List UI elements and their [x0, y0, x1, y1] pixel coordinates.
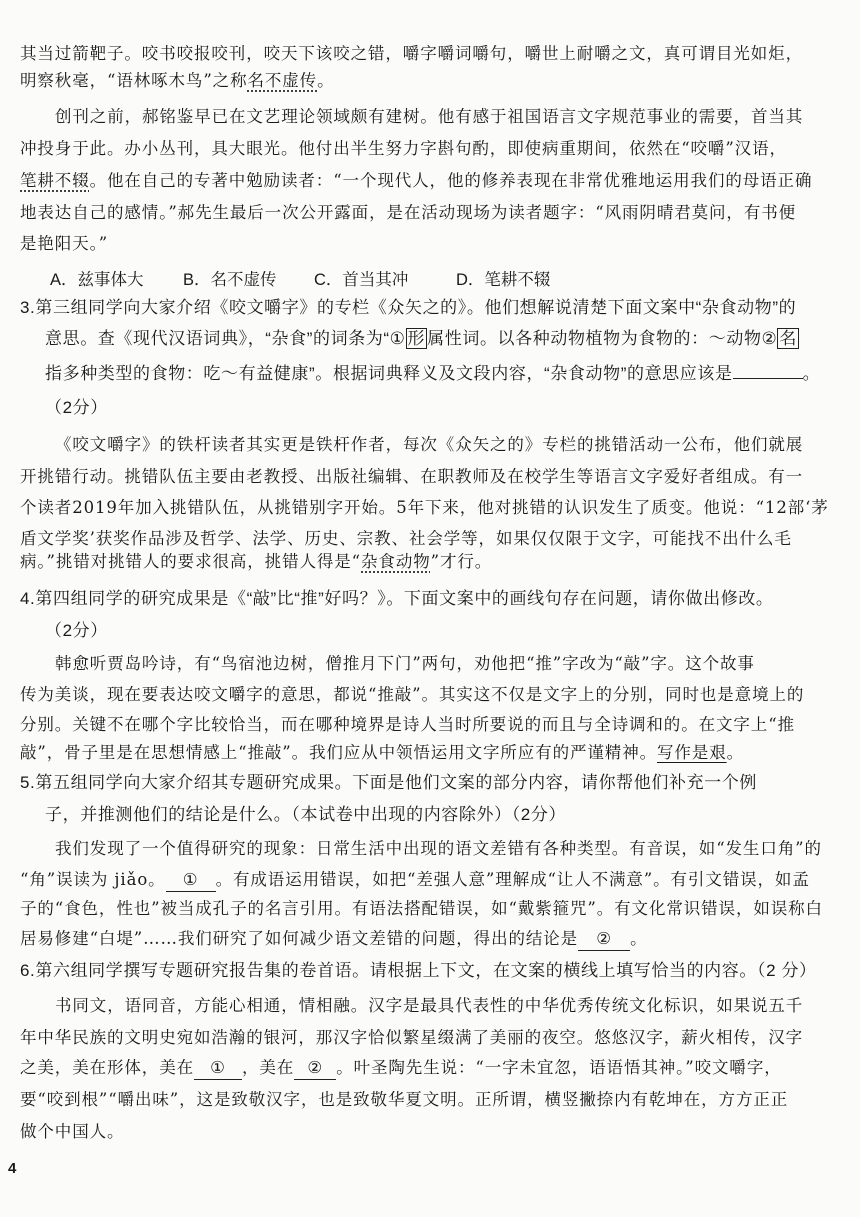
- q4-stem: 4.第四组同学的研究成果是《“敲”比“推”好吗？》。下面文案中的画线句存在问题，请你做出修改。: [20, 589, 774, 608]
- answer-blank-2[interactable]: ②: [294, 1057, 336, 1080]
- q5-stem: 5.第五组同学向大家介绍其专题研究成果。下面是他们文案的部分内容，请你帮他们补充一个例: [20, 773, 757, 792]
- underlined-idiom: 名不虚传: [247, 71, 318, 90]
- pos-box-adj: 形: [407, 329, 426, 348]
- q3-stem: 指多种类型的食物：吃～有益健康”。根据词典释义及文段内容，“杂食动物”的意思应该是 。: [45, 364, 821, 383]
- q3-passage-line: 病。”挑错对挑错人的要求很高，挑错人得是“杂食动物”才行。: [20, 552, 493, 571]
- q5-passage-line: 我们发现了一个值得研究的现象：日常生活中出现的语文差错有各种类型。有音误，如“发生口角”的: [55, 839, 822, 858]
- q2-passage-line: 创刊之前，郝铭鉴早已在文艺理论领域颇有建树。他有感于祖国语言文字规范事业的需要，首当其: [55, 107, 804, 126]
- answer-blank-2[interactable]: ②: [578, 928, 630, 951]
- question-score: （2分）: [45, 398, 108, 417]
- q2-passage-line: 其当过箭靶子。咬书咬报咬刊，咬天下该咬之错，嚼字嚼词嚼句，嚼世上耐嚼之文，真可谓目光如炬，: [20, 44, 803, 63]
- q3-passage-line: 个读者2019年加入挑错队伍，从挑错别字开始。5年下来，他对挑错的认识发生了质变。他说：“12部‘茅: [20, 498, 829, 517]
- q6-passage-line: 书同文，语同音，方能心相通，情相融。汉字是最具代表性的中华优秀传统文化标识，如果说五千: [55, 996, 804, 1015]
- q5-passage-line: 居易修建“白堤”……我们研究了如何减少语文差错的问题，得出的结论是 ② 。: [20, 928, 647, 951]
- q6-passage-line: 要“咬到根”“嚼出味”，这是致敬汉字，也是致敬华夏文明。正所谓，横竖撇捺内有乾坤在，方方正正: [20, 1090, 789, 1109]
- q2-passage-line: 冲投身于此。办小丛刊，具大眼光。他付出半生努力字斟句酌，即使病重期间，依然在“咬嚼”汉语，: [20, 139, 787, 158]
- q6-passage-line: 之美，美在形体，美在 ① ，美在 ② 。叶圣陶先生说：“一字未宜忽，语语悟其神。”咬文嚼字，: [20, 1057, 782, 1080]
- q2-passage-line: 地表达自己的感情。”郝先生最后一次公开露面，是在活动现场为读者题字：“风雨阴晴君莫问，有书便: [20, 203, 797, 222]
- answer-blank-1[interactable]: ①: [166, 869, 216, 892]
- answer-blank-1[interactable]: ①: [194, 1057, 242, 1080]
- q3-passage-line: 盾文学奖’获奖作品涉及哲学、法学、历史、宗教、社会学等，如果仅仅限于文字，可能找不出什么毛: [20, 529, 792, 548]
- underlined-term: 杂食动物: [361, 552, 431, 571]
- q4-passage-line: 分别。关键不在哪个字比较恰当，而在哪种境界是诗人当时所要说的而且与全诗调和的。在文字上“推: [20, 715, 795, 734]
- q5-stem: 子，并推测他们的结论是什么。（本试卷中出现的内容除外）（2分）: [45, 805, 567, 824]
- q3-passage-line: 开挑错行动。挑错队伍主要由老教授、出版社编辑、在职教师及在校学生等语言文字爱好者组成。有一: [20, 467, 803, 486]
- q2-option-c[interactable]: C．首当其冲: [314, 271, 409, 289]
- q2-passage-line: 笔耕不辍。他在自己的专著中勉励读者：“一个现代人，他的修养表现在非常优雅地运用我们的母语正确: [20, 171, 813, 190]
- underlined-idiom: 笔耕不辍: [20, 171, 90, 190]
- q2-passage-line: 是艳阳天。”: [20, 234, 109, 253]
- q6-stem: 6.第六组同学撰写专题研究报告集的卷首语。请根据上下文，在文案的横线上填写恰当的内容。（2 分）: [20, 961, 817, 980]
- q2-option-a[interactable]: A．兹事体大: [50, 271, 144, 289]
- q4-passage-line: 传为美谈，现在要表达咬文嚼字的意思，都说“推敲”。其实这不仅是文字上的分别，同时也是意境上的: [20, 685, 805, 704]
- q2-passage-line: 明察秋毫，“语林啄木鸟”之称名不虚传。: [20, 71, 335, 90]
- q2-option-d[interactable]: D．笔耕不辍: [456, 271, 551, 289]
- q6-passage-line: 年中华民族的文明史宛如浩瀚的银河，那汉字恰似繁星缀满了美丽的夜空。悠悠汉字，薪火相传，汉字: [20, 1028, 803, 1047]
- q3-passage-line: 《咬文嚼字》的铁杆读者其实更是铁杆作者，每次《众矢之的》专栏的挑错活动一公布，他们就展: [55, 435, 804, 454]
- q3-stem: 3.第三组同学向大家介绍《咬文嚼字》的专栏《众矢之的》。他们想解说清楚下面文案中“杂食动物”的: [20, 298, 797, 317]
- underlined-sentence: 写作是艰: [657, 743, 727, 762]
- q5-passage-line: 子的“食色，性也”被当成孔子的名言引用。有语法搭配错误，如“戴紫箍咒”。有文化常识错误，如误称白: [20, 899, 823, 918]
- q5-passage-line: “角”误读为 jiǎo。 ① 。有成语运用错误，如把“差强人意”理解成“让人不满意”。有引文错误，如孟: [20, 869, 810, 892]
- q6-passage-line: 做个中国人。: [20, 1122, 125, 1141]
- page-number: 4: [8, 1160, 17, 1177]
- question-score: （2分）: [45, 621, 108, 640]
- q2-option-b[interactable]: B．名不虚传: [183, 271, 277, 289]
- q4-passage-line: 韩愈听贾岛吟诗，有“鸟宿池边树，僧推月下门”两句，劝他把“推”字改为“敲”字。这个故事: [55, 654, 755, 673]
- q4-passage-line: 敲”，骨子里是在思想情感上“推敲”。我们应从中领悟运用文字所应有的严谨精神。写作是艰。: [20, 743, 745, 762]
- answer-blank[interactable]: [733, 362, 803, 379]
- q3-stem: 意思。查《现代汉语词典》，“杂食”的词条为“① 形 属性词。以各种动物植物为食物的：～动物② 名: [45, 329, 797, 348]
- pos-box-noun: 名: [779, 329, 797, 348]
